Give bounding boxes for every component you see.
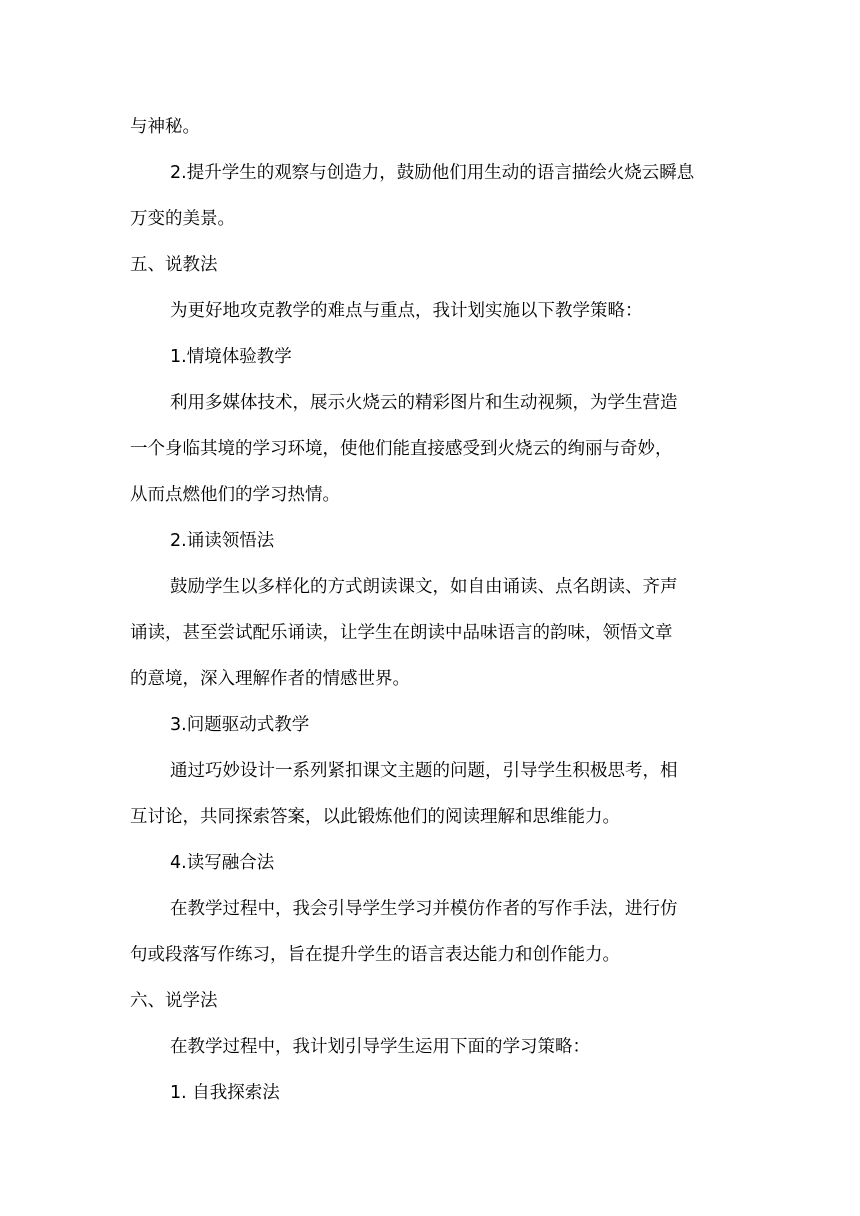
method-body-1 <box>0 388 860 418</box>
text-line: 一个身临其境的学习环境，使他们能直接感受到火烧云的绚丽与奇妙， <box>130 439 673 459</box>
section-title: 五、说教法 <box>130 255 218 275</box>
section-heading-6 <box>0 986 860 1016</box>
para-continuation <box>0 112 860 142</box>
text-line: 与神秘。 <box>130 117 200 137</box>
goal-item-2-cont <box>0 204 860 234</box>
method-body-2-line3 <box>0 664 860 694</box>
section-title: 六、说学法 <box>130 991 218 1011</box>
text-line: 诵读，甚至尝试配乐诵读，让学生在朗读中品味语言的韵味，领悟文章 <box>130 623 673 643</box>
method-body-3 <box>0 756 860 786</box>
method-heading-2 <box>0 526 860 556</box>
text-line: 互讨论，共同探索答案，以此锻炼他们的阅读理解和思维能力。 <box>130 807 620 827</box>
text-line: 的意境，深入理解作者的情感世界。 <box>130 669 410 689</box>
teaching-intro <box>0 296 860 326</box>
text-line: 利用多媒体技术，展示火烧云的精彩图片和生动视频，为学生营造 <box>170 393 678 413</box>
text-line: 在教学过程中，我会引导学生学习并模仿作者的写作手法，进行仿 <box>170 899 678 919</box>
subheading: 1. 自我探索法 <box>170 1083 280 1103</box>
text-line: 从而点燃他们的学习热情。 <box>130 485 340 505</box>
text-line: 鼓励学生以多样化的方式朗读课文，如自由诵读、点名朗读、齐声 <box>170 577 678 597</box>
method-heading-4 <box>0 848 860 878</box>
method-body-4-line2 <box>0 940 860 970</box>
text-line: 万变的美景。 <box>130 209 235 229</box>
method-body-2 <box>0 572 860 602</box>
text-line: 2.提升学生的观察与创造力，鼓励他们用生动的语言描绘火烧云瞬息 <box>170 163 695 183</box>
text-line: 句或段落写作练习，旨在提升学生的语言表达能力和创作能力。 <box>130 945 620 965</box>
method-body-1-line2 <box>0 434 860 464</box>
method-body-2-line2 <box>0 618 860 648</box>
learning-intro <box>0 1032 860 1062</box>
subheading: 1.情境体验教学 <box>170 347 292 367</box>
text-line: 通过巧妙设计一系列紧扣课文主题的问题，引导学生积极思考，相 <box>170 761 678 781</box>
method-body-1-line3 <box>0 480 860 510</box>
goal-item-2 <box>0 158 860 188</box>
method-heading-1 <box>0 342 860 372</box>
method-body-4 <box>0 894 860 924</box>
subheading: 2.诵读领悟法 <box>170 531 275 551</box>
subheading: 3.问题驱动式教学 <box>170 715 310 735</box>
learning-item-1 <box>0 1078 860 1108</box>
text-line: 在教学过程中，我计划引导学生运用下面的学习策略： <box>170 1037 590 1057</box>
subheading: 4.读写融合法 <box>170 853 275 873</box>
section-heading-5 <box>0 250 860 280</box>
text-line: 为更好地攻克教学的难点与重点，我计划实施以下教学策略： <box>170 301 643 321</box>
method-body-3-line2 <box>0 802 860 832</box>
method-heading-3 <box>0 710 860 740</box>
